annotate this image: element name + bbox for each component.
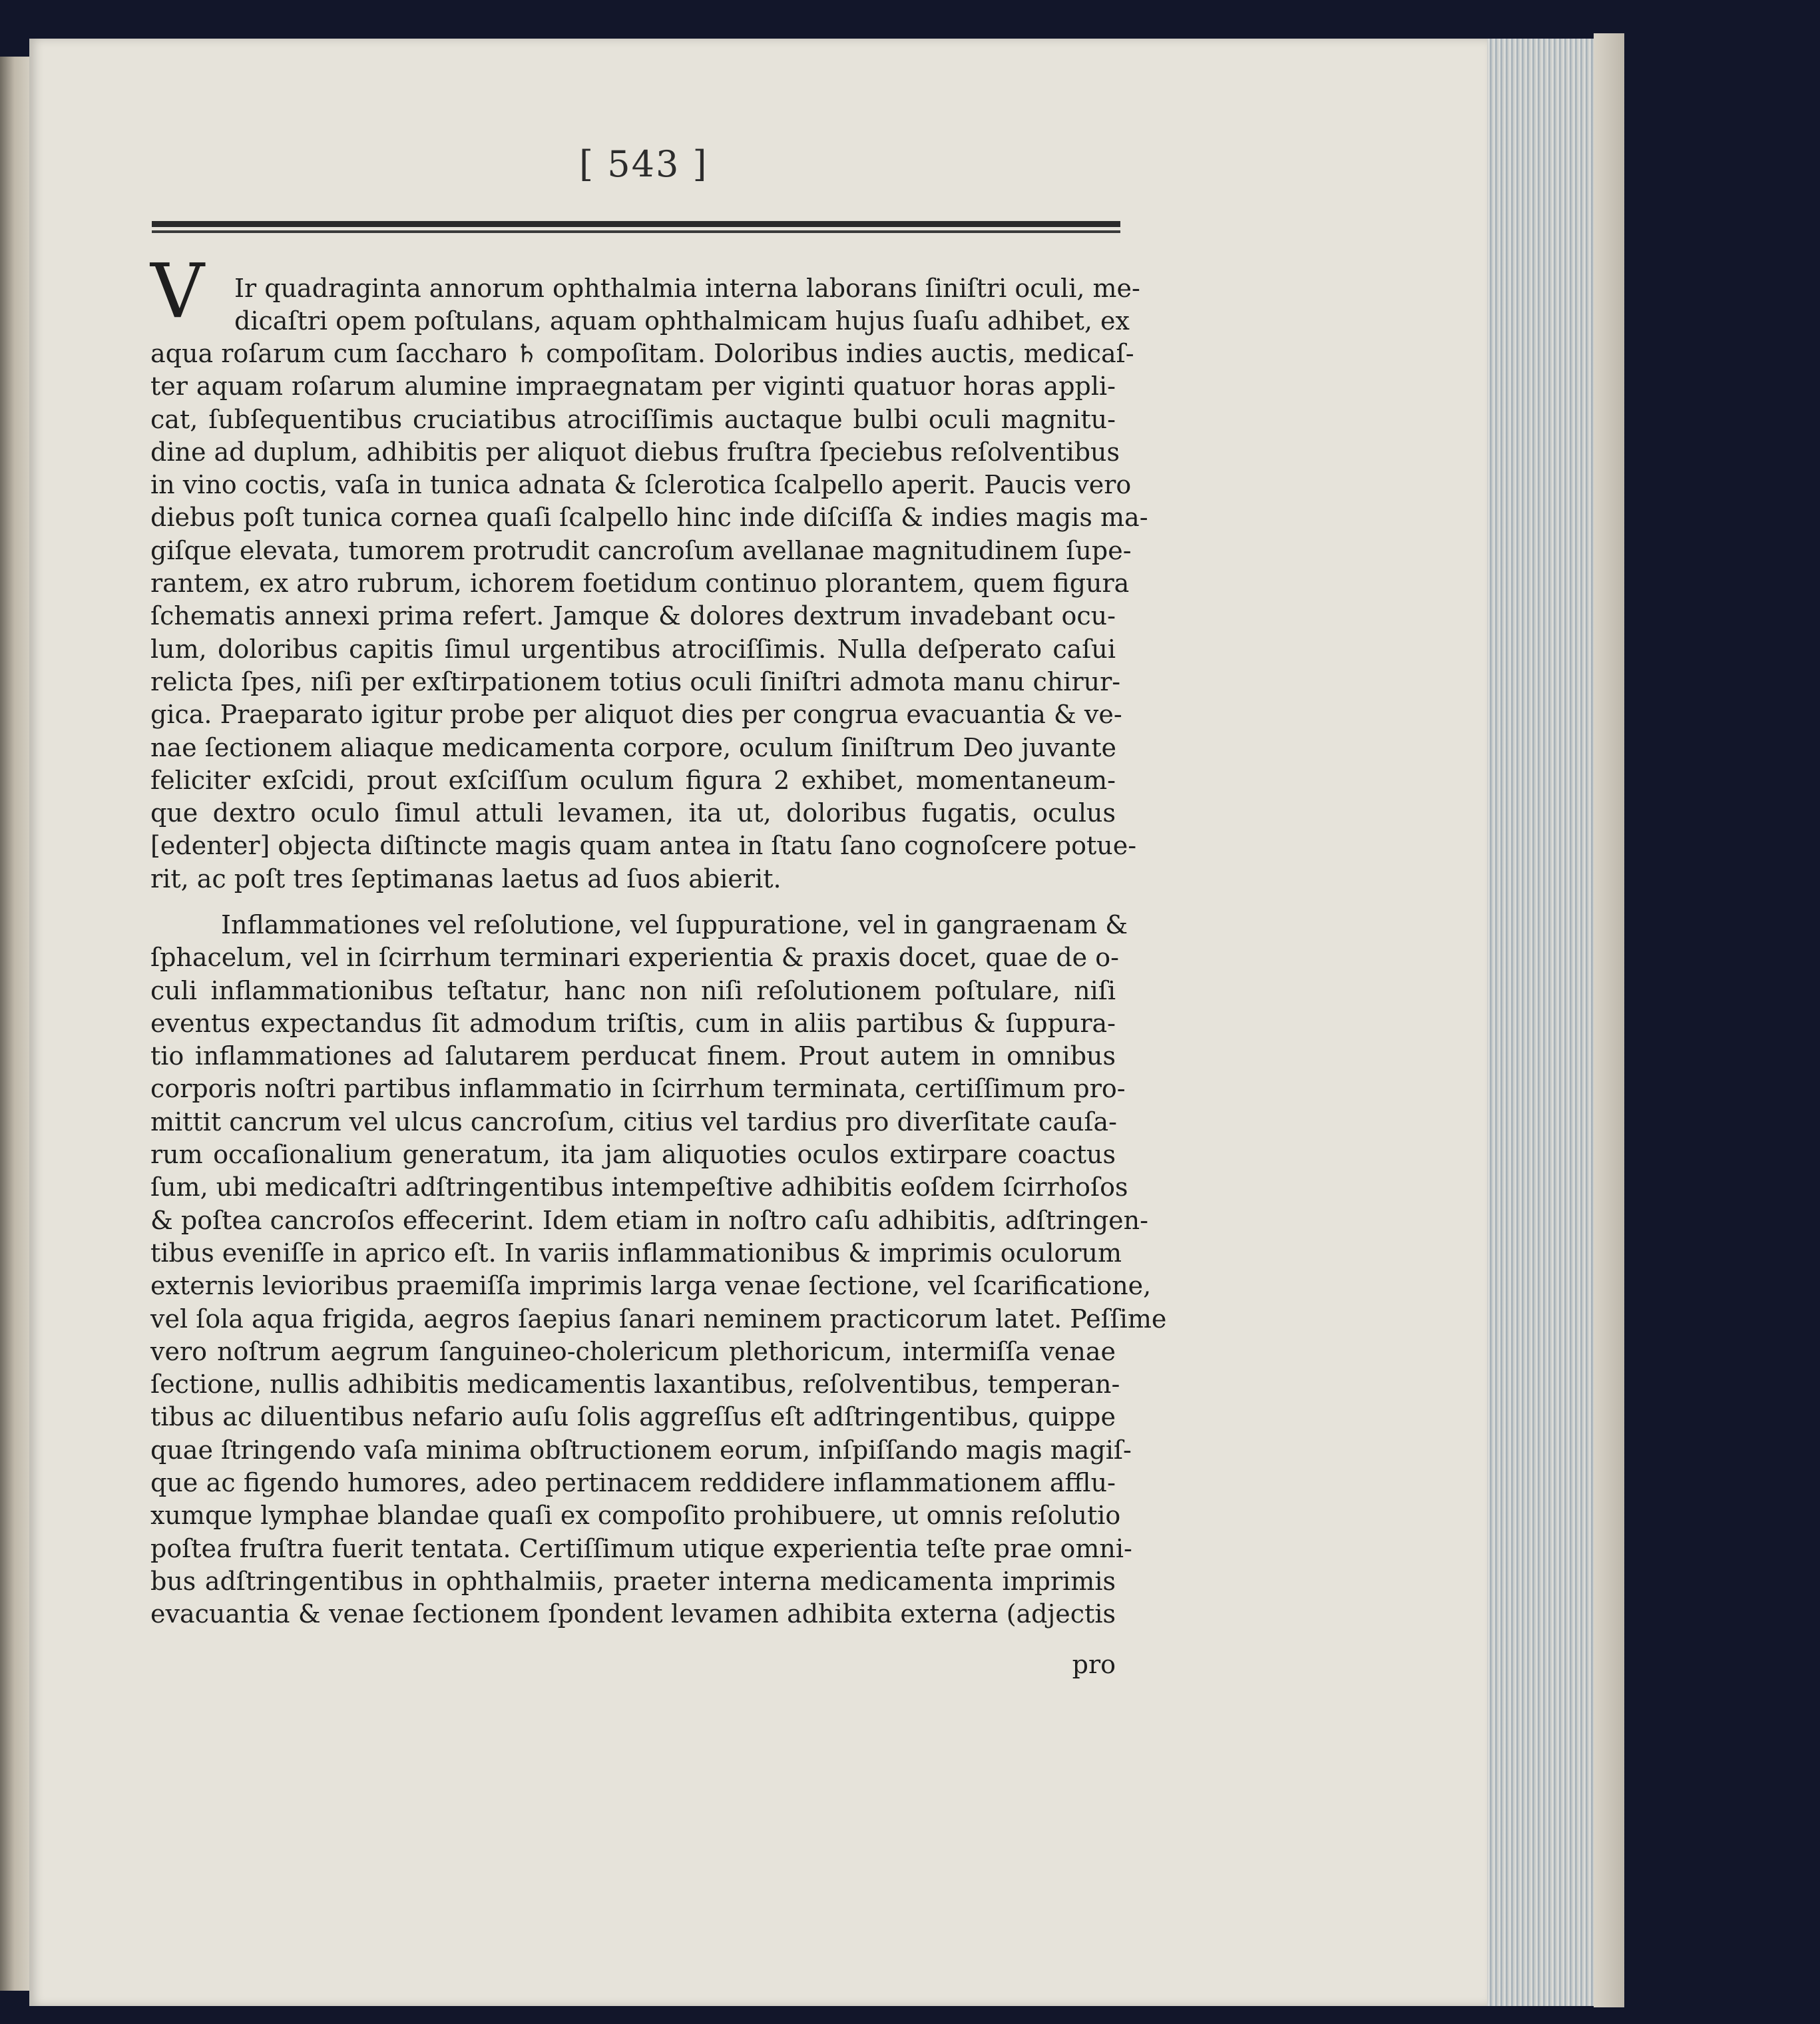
text-line: feliciter exſcidi, prout exſciſſum oculum figura 2 exhibet, momentaneum-: [150, 765, 1116, 795]
text-line: poſtea fruſtra fuerit tentata. Certiſſimum utique experientia teſte prae omni-: [150, 1533, 1132, 1563]
text-line: vel ſola aqua frigida, aegros ſaepius ſanari neminem practicorum latet. Peſſime: [150, 1304, 1167, 1334]
text-line: diebus poſt tunica cornea quaſi ſcalpello hinc inde diſciſſa & indies magis ma-: [150, 503, 1148, 533]
text-line: Ir quadraginta annorum ophthalmia interna laborans ſiniſtri oculi, me-: [234, 274, 1140, 303]
paragraph-1: [150, 338, 1148, 895]
text-line: giſque elevata, tumorem protrudit cancroſum avellanae magnitudinem ſupe-: [150, 535, 1132, 565]
text-line: in vino coctis, vaſa in tunica adnata & ſclerotica ſcalpello aperit. Paucis vero: [150, 470, 1132, 500]
text-line: bus adſtringentibus in ophthalmiis, praeter interna medicamenta imprimis: [150, 1566, 1116, 1596]
text-line: quae ſtringendo vaſa minima obſtructionem eorum, inſpiſſando magis magiſ-: [150, 1435, 1132, 1465]
text-line: corporis noſtri partibus inflammatio in ſcirrhum terminata, certiſſimum pro-: [150, 1074, 1126, 1104]
text-line: rantem, ex atro rubrum, ichorem foetidum continuo plorantem, quem figura: [150, 569, 1130, 599]
text-line: dine ad duplum, adhibitis per aliquot diebus fruſtra ſpeciebus reſolventibus: [150, 437, 1120, 467]
text-line: culi inflammationibus teſtatur, hanc non niſi reſolutionem poſtulare, niſi: [150, 975, 1116, 1005]
drop-cap: V: [150, 248, 204, 335]
text-line: nae ſectionem aliaque medicamenta corpore, oculum ſiniſtrum Deo juvante: [150, 732, 1116, 762]
text-line: ſum, ubi medicaſtri adſtringentibus intempeſtive adhibitis eoſdem ſcirrhoſos: [150, 1172, 1128, 1202]
cover-edge: [1594, 33, 1624, 2007]
text-line: que dextro oculo ſimul attuli levamen, ita ut, doloribus fugatis, oculus: [150, 798, 1116, 828]
text-line: aqua roſarum cum ſaccharo ♄ compoſitam. Doloribus indies auctis, medicaſ-: [150, 339, 1134, 368]
text-line: tio inflammationes ad ſalutarem perducat finem. Prout autem in omnibus: [150, 1041, 1116, 1071]
text-line: [edenter] objecta diſtincte magis quam antea in ſtatu ſano cognoſcere potue-: [150, 831, 1137, 861]
text-line: ter aquam roſarum alumine impraegnatam per viginti quatuor horas appli-: [150, 372, 1116, 401]
text-line: relicta ſpes, niſi per exſtirpationem totius oculi ſiniſtri admota manu chirur-: [150, 666, 1121, 696]
page-stack-edge: [1487, 39, 1595, 2006]
text-line: ſchematis annexi prima refert. Jamque & dolores dextrum invadebant ocu-: [150, 601, 1116, 631]
text-line: externis levioribus praemiſſa imprimis larga venae ſectione, vel ſcarificatione,: [150, 1271, 1152, 1301]
text-line: lum, doloribus capitis ſimul urgentibus atrociſſimis. Nulla deſperato caſui: [150, 634, 1116, 664]
left-page-edge: [0, 57, 32, 1991]
text-line: tibus eveniſſe in aprico eſt. In variis inflammationibus & imprimis oculorum: [150, 1238, 1122, 1268]
text-line: eventus expectandus ſit admodum triſtis, cum in aliis partibus & ſuppura-: [150, 1008, 1116, 1038]
header-rule: [152, 221, 1120, 227]
text-line: gica. Praeparato igitur probe per aliquot dies per congrua evacuantia & ve-: [150, 700, 1122, 730]
text-line: vero noſtrum aegrum ſanguineo-cholericum plethoricum, intermiſſa venae: [150, 1336, 1116, 1366]
text-line: que ac figendo humores, adeo pertinacem reddidere inflammationem afflu-: [150, 1468, 1116, 1498]
text-line: Inflammationes vel reſolutione, vel ſuppuratione, vel in gangraenam &: [221, 910, 1128, 939]
text-line: tibus ac diluentibus nefario auſu ſolis aggreſſus eſt adſtringentibus, quippe: [150, 1402, 1116, 1432]
catchword: pro: [1072, 1650, 1116, 1679]
text-line: & poſtea cancroſos effecerint. Idem etiam in noſtro caſu adhibitis, adſtringen-: [150, 1205, 1148, 1235]
page-number: [ 543 ]: [579, 143, 708, 185]
text-line: ſectione, nullis adhibitis medicamentis laxantibus, reſolventibus, temperan-: [150, 1370, 1120, 1399]
text-line: rit, ac poſt tres ſeptimanas laetus ad ſuos abierit.: [150, 864, 782, 893]
text-line: ſphacelum, vel in ſcirrhum terminari experientia & praxis docet, quae de o-: [150, 943, 1119, 973]
text-line: rum occaſionalium generatum, ita jam aliquoties oculos extirpare coactus: [150, 1140, 1116, 1170]
text-line: mittit cancrum vel ulcus cancroſum, citius vel tardius pro diverſitate cauſa-: [150, 1107, 1118, 1137]
text-line: dicaſtri opem poſtulans, aquam ophthalmicam hujus ſuaſu adhibet, ex: [234, 306, 1130, 336]
text-line: evacuantia & venae ſectionem ſpondent levamen adhibita externa (adjectis: [150, 1599, 1116, 1629]
header-rule-thin: [152, 230, 1120, 233]
paragraph-1-opening: [234, 272, 1140, 338]
text-line: xumque lymphae blandae quaſi ex compoſito prohibuere, ut omnis reſolutio: [150, 1501, 1121, 1531]
paragraph-2: [150, 909, 1167, 1631]
text-line: cat, ſubſequentibus cruciatibus atrociſſimis auctaque bulbi oculi magnitu-: [150, 404, 1116, 434]
